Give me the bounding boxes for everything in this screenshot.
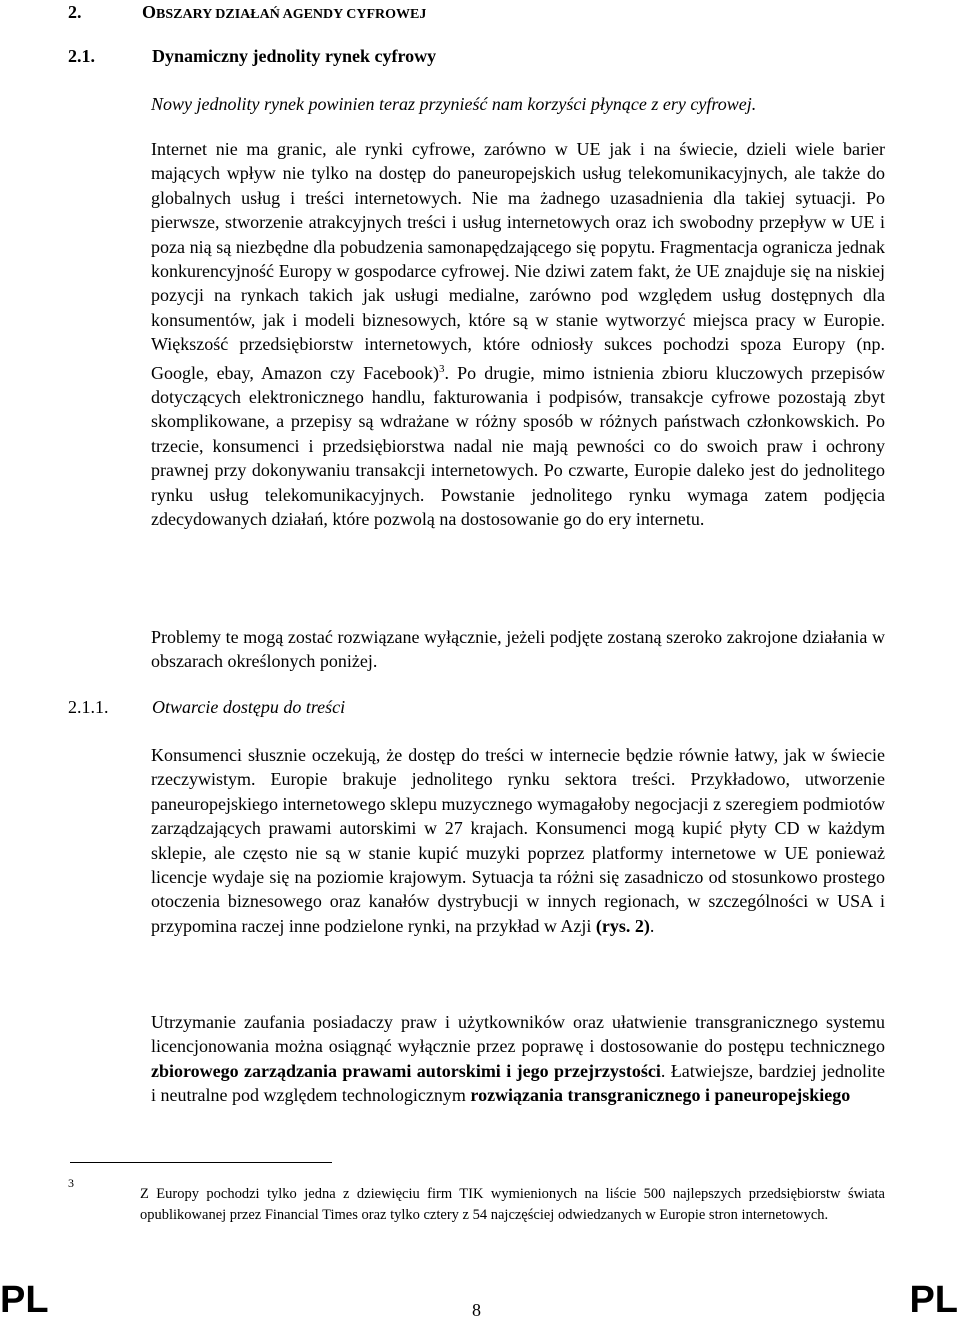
intro-paragraph: Nowy jednolity rynek powinien teraz przynieść nam korzyści płynące z ery cyfrowej. bbox=[151, 94, 757, 114]
paragraph-text: Konsumenci słusznie oczekują, że dostęp do treści w internecie będzie równie łatwy, jak w świecie rzeczywistym. Europie brakuje jednolitego rynku sektora treści. Przykładowo, utworzenie paneuropejskiego internetowego sklepu muzycznego wymagałoby negocjacji z szeregiem podmiotów zarządzających prawami autorskimi w 27 krajach. Konsumenci mogą kupić płyty CD w każdym sklepie, ale często nie są w stanie kupić muzyki poprzez platformy internetowe w UE ponieważ licencje wydaje się na poziomie krajowym. Sytuacja ta różni się zasadniczo od stosunkowo prostego otoczenia biznesowego oraz kanałów dystrybucji w innych regionach, w szczególności w USA i przypomina raczej inne podzielone rynki, na przykład w Azji bbox=[151, 745, 885, 936]
paragraph-content-access bbox=[151, 743, 885, 938]
footnote-reference[interactable]: 3 bbox=[439, 362, 445, 375]
paragraph-text: Internet nie ma granic, ale rynki cyfrowe, zarówno w UE jak i na świecie, dzieli wiele barier mających wpływ nie tylko na dostęp do paneuropejskich usług telekomunikacyjnych, ale także do globalnych usług i treści internetowych. Nie ma żadnego uzasadnienia dla takiej sytuacji. Po pierwsze, stworzenie atrakcyjnych treści i usług internetowych oraz ich swobodny przepływ w UE i poza nią są niezbędne dla pobudzenia samonapędzającego się popytu. Fragmentacja ogranicza jednak konkurencyjność Europy w gospodarce cyfrowej. Nie dziwi zatem fakt, że UE znajduje się na niskiej pozycji na rynkach takich jak usługi medialne, zarówno pod względem usług dostępnych dla konsumentów, jak i modeli biznesowych, które są w stanie wytworzyć miejsca pracy w Europie. Większość przedsiębiorstw internetowych, które odniosły sukces pochodzi spoza Europy (np. Google, ebay, Amazon czy Facebook) bbox=[151, 139, 885, 383]
footnote-divider bbox=[70, 1162, 332, 1163]
bold-phrase: zbiorowego zarządzania prawami autorskimi i jego przejrzystości bbox=[151, 1060, 661, 1081]
paragraph-problems: Problemy te mogą zostać rozwiązane wyłącznie, jeżeli podjęte zostaną szeroko zakrojone działania w obszarach określonych poniżej. bbox=[151, 627, 885, 672]
subsection-title: Dynamiczny jednolity rynek cyfrowy bbox=[152, 46, 437, 66]
section-title-first: O bbox=[142, 2, 157, 22]
page-number: 8 bbox=[472, 1300, 481, 1320]
paragraph-rights-management bbox=[151, 1010, 885, 1108]
footnote-number: 3 bbox=[68, 1176, 74, 1190]
paragraph-text: . bbox=[649, 915, 655, 936]
footnote-text: Z Europy pochodzi tylko jedna z dziewięciu firm TIK wymienionych na liście 500 najlepszych przedsiębiorstw świata opublikowanej przez Financial Times oraz tylko cztery z 54 najczęściej odwiedzanych w Europie stron internetowych. bbox=[140, 1186, 885, 1223]
paragraph-digital-markets bbox=[151, 137, 885, 532]
bold-phrase: rozwiązania transgranicznego i paneuropejskiego bbox=[470, 1085, 851, 1106]
footer-language-right: PL bbox=[909, 1279, 958, 1321]
paragraph-text: Utrzymanie zaufania posiadaczy praw i użytkowników oraz ułatwienie transgranicznego systemu licencjonowania można osiągnąć wyłącznie przez poprawę i dostosowanie do postępu technicznego bbox=[151, 1012, 885, 1057]
subsection-number: 2.1. bbox=[68, 46, 95, 66]
footer-language-left: PL bbox=[0, 1279, 49, 1321]
subsubsection-number: 2.1.1. bbox=[68, 697, 109, 717]
figure-reference: (rys. 2) bbox=[595, 915, 650, 936]
section-number: 2. bbox=[68, 2, 82, 22]
paragraph-text: . Po drugie, mimo istnienia zbioru kluczowych przepisów dotyczących elektronicznego handlu, fakturowania i podpisów, transakcje cyfrowe pozostają zbyt skomplikowane, a przepisy są wdrażane w różny sposób w różnych państwach członkowskich. Po trzecie, konsumenci i przedsiębiorstwa nadal nie mają pewności co do swoich praw i ochrony prawnej przy dokonywaniu transakcji internetowych. Po czwarte, Europie daleko jest do jednolitego rynku usług telekomunikacyjnych. Powstanie jednolitego rynku wymaga zatem podjęcia zdecydowanych działań, które pozwolą na dostosowanie go do ery internetu. bbox=[151, 362, 885, 530]
subsubsection-heading bbox=[68, 695, 345, 719]
section-heading bbox=[68, 0, 426, 27]
paragraph-text: . Łatwiejsze, bardziej jednolite i neutralne pod względem technologicznym bbox=[151, 1060, 886, 1106]
subsubsection-title: Otwarcie dostępu do treści bbox=[152, 697, 346, 717]
section-title-rest: BSZARY DZIAŁAŃ AGENDY CYFROWEJ bbox=[156, 7, 427, 22]
subsection-heading bbox=[68, 44, 436, 68]
